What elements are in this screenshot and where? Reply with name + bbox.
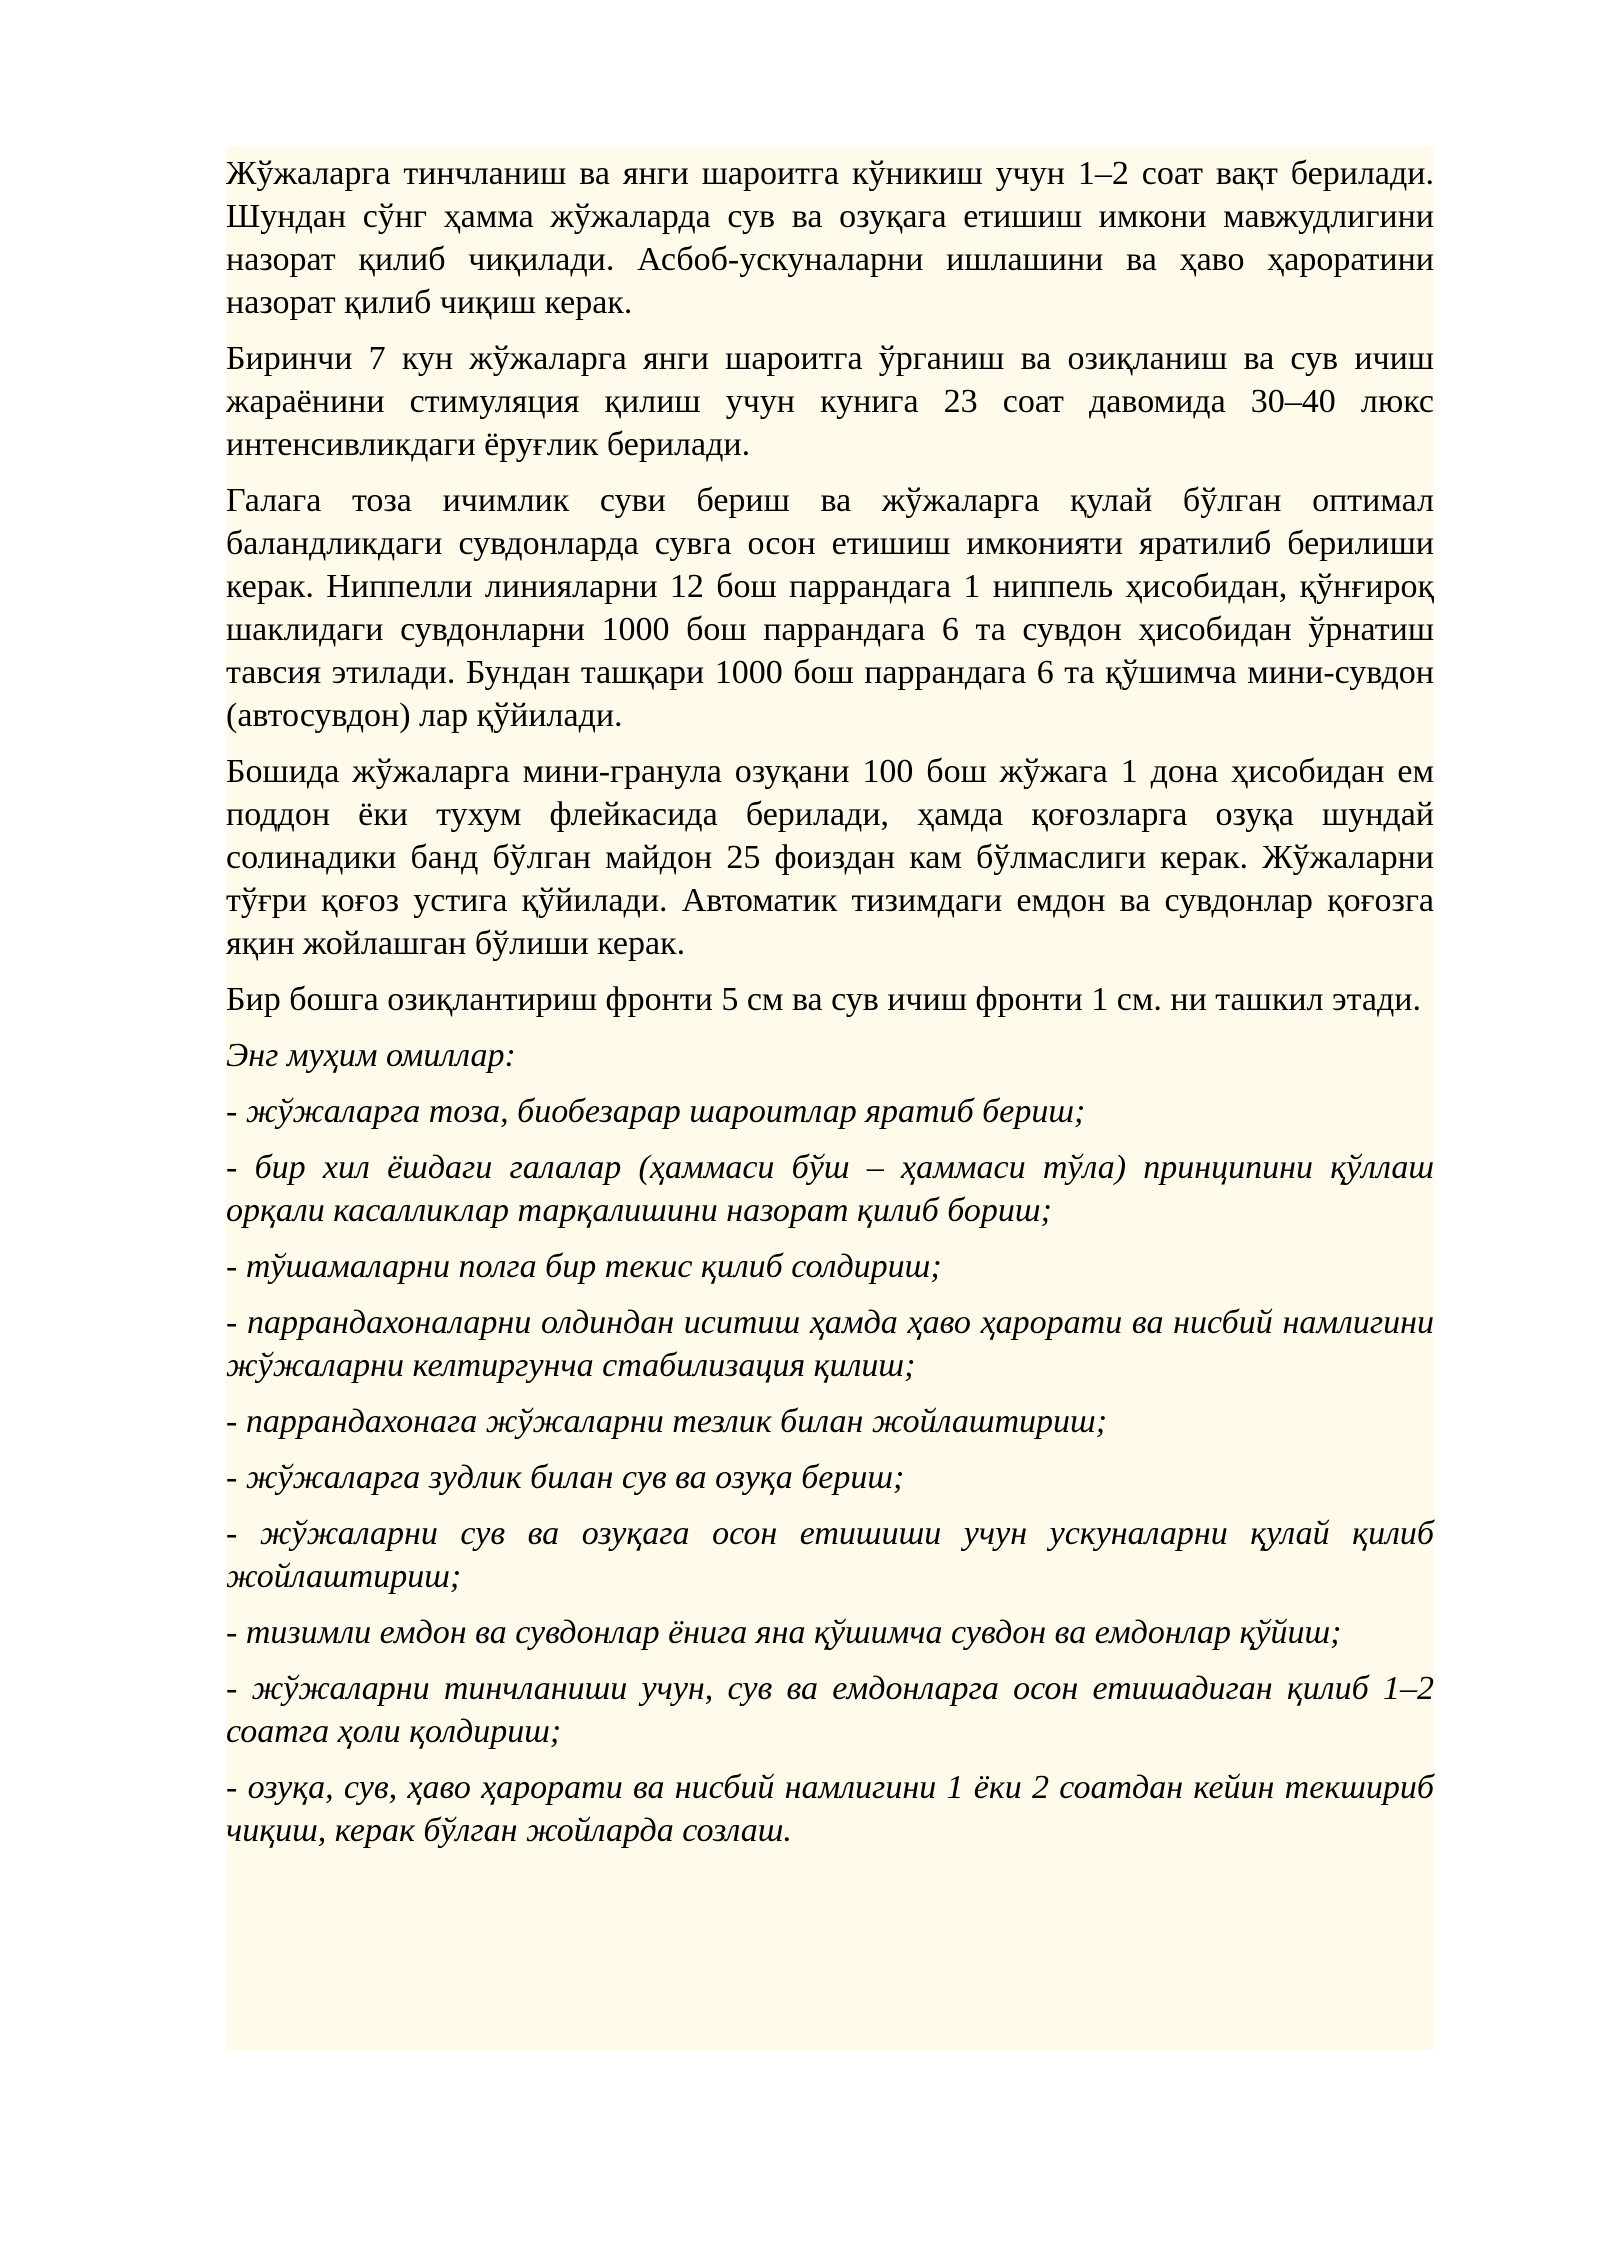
- factor-item: - бир хил ёшдаги галалар (ҳаммаси бўш – ҳаммаси тўла) принципини қўллаш орқали касалликлар тарқалишини назорат қилиб бориш;: [226, 1149, 1434, 1229]
- factor-item: - озуқа, сув, ҳаво ҳарорати ва нисбий намлигини 1 ёки 2 соатдан кейин текшириб чиқиш, керак бўлган жойларда созлаш.: [226, 1769, 1434, 1849]
- paragraph-feeding: Бошида жўжаларга мини-гранула озуқани 100 бош жўжага 1 дона ҳисобидан ем поддон ёки тухум флейкасида берилади, ҳамда қоғозларга озуқа шундай солинадики банд бўлган майдон 25 фоиздан кам бўлмаслиги керак. Жўжаларни тўғри қоғоз устига қўйилади. Автоматик тизимдаги емдон ва сувдонлар қоғозга яқин жойлашган бўлиши керак.: [226, 753, 1434, 962]
- paragraph-feeding-front: Бир бошга озиқлантириш фронти 5 см ва сув ичиш фронти 1 см. ни ташкил этади.: [226, 981, 1421, 1018]
- paragraph-adaptation: Жўжаларга тинчланиш ва янги шароитга кўникиш учун 1–2 соат вақт берилади. Шундан сўнг ҳамма жўжаларда сув ва озуқага етишиш имкони мавжудлигини назорат қилиб чиқилади. Асбоб-ускуналарни ишлашини ва ҳаво ҳароратини назорат қилиб чиқиш керак.: [226, 155, 1434, 321]
- factor-item: - жўжаларга тоза, биобезарар шароитлар яратиб бериш;: [226, 1093, 1086, 1130]
- factor-item: - паррандахонага жўжаларни тезлик билан жойлаштириш;: [226, 1403, 1108, 1440]
- paragraph-water-supply: Галага тоза ичимлик суви бериш ва жўжаларга қулай бўлган оптимал баландликдаги сувдонларда сувга осон етишиш имконияти яратилиб берилиши керак. Ниппелли линияларни 12 бош паррандага 1 ниппель ҳисобидан, қўнғироқ шаклидаги сувдонларни 1000 бош паррандага 6 та сувдон ҳисобидан ўрнатиш тавсия этилади. Бундан ташқари 1000 бош паррандага 6 та қўшимча мини-сувдон (автосувдон) лар қўйилади.: [226, 482, 1434, 734]
- paragraph-lighting: Биринчи 7 кун жўжаларга янги шароитга ўрганиш ва озиқланиш ва сув ичиш жараёнини стимуляция қилиш учун кунига 23 соат давомида 30–40 люкс интенсивликдаги ёруғлик берилади.: [226, 340, 1434, 463]
- factor-item: - жўжаларни тинчланиши учун, сув ва емдонларга осон етишадиган қилиб 1–2 соатга ҳоли қолдириш;: [226, 1670, 1434, 1750]
- factor-item: - жўжаларни сув ва озуқага осон етишиши учун ускуналарни қулай қилиб жойлаштириш;: [226, 1515, 1434, 1595]
- factor-item: - жўжаларга зудлик билан сув ва озуқа бериш;: [226, 1459, 905, 1496]
- factor-item: - паррандахоналарни олдиндан иситиш ҳамда ҳаво ҳарорати ва нисбий намлигини жўжаларни келтиргунча стабилизация қилиш;: [226, 1304, 1434, 1384]
- factors-heading: Энг муҳим омиллар:: [226, 1037, 516, 1074]
- factor-item: - тўшамаларни полга бир текис қилиб солдириш;: [226, 1248, 942, 1285]
- factor-item: - тизимли емдон ва сувдонлар ёнига яна қўшимча сувдон ва емдонлар қўйиш;: [226, 1614, 1342, 1651]
- highlighted-text-block: [226, 146, 1434, 2050]
